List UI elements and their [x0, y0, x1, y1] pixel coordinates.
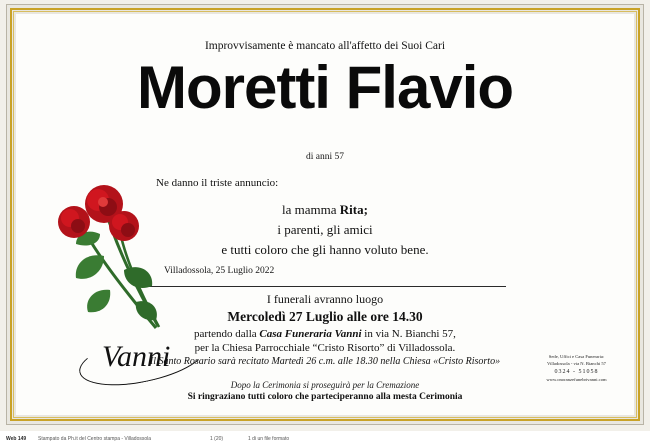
print-footer-bar	[0, 431, 650, 447]
vanni-logo	[64, 332, 214, 390]
agency-line-1: Sede, Uffici e Casa Funeraria:	[548, 354, 605, 359]
agency-website: www.onoranzefunebrivanni.com	[546, 376, 607, 382]
horizontal-divider	[146, 286, 506, 287]
cremation-note: Dopo la Cerimonia si proseguirà per la Cremazione	[230, 380, 420, 390]
age-text: di anni 57	[306, 152, 344, 162]
announcement-label: Ne danno il triste annuncio:	[156, 177, 279, 189]
deceased-name: Moretti Flavio	[136, 54, 514, 121]
funeral-line-2: Mercoledì 27 Luglio alle ore 14.30	[227, 309, 423, 324]
funeral-line-3-c: in via N. Bianchi 57,	[361, 328, 456, 340]
rose-blossom-left	[58, 206, 90, 238]
funeral-line-4: per la Chiesa Parrocchiale “Cristo Risorto” di Villadossola.	[194, 342, 456, 354]
roses-illustration	[46, 174, 186, 334]
family-line-1-name: Rita;	[339, 202, 368, 217]
thanks-note: Si ringraziano tutti coloro che parteciperanno alla mesta Cerimonia	[187, 392, 463, 402]
logo-text: Vanni	[102, 340, 171, 373]
funeral-home-name: Casa Funeraria Vanni	[259, 328, 362, 340]
agency-line-2: Villadossola - via N. Bianchi 57	[547, 360, 606, 366]
print-footer-col1: 1 (20)	[210, 436, 224, 442]
agency-phone: 0324 - 51058	[554, 368, 599, 375]
family-line-2: i parenti, gli amici	[277, 222, 373, 238]
print-footer-left: Web 149	[6, 436, 27, 442]
family-line-3: e tutti coloro che gli hanno voluto bene.	[221, 242, 429, 258]
notice-sheet	[16, 14, 634, 415]
funeral-line-1: I funerali avranno luogo	[266, 292, 384, 306]
agency-address-block	[529, 354, 624, 384]
funeral-line-5: Il Santo Rosario sarà recitato Martedì 26 c.m. alle 18.30 nella Chiesa «Cristo Risorto»	[149, 356, 501, 367]
place-and-date: Villadossola, 25 Luglio 2022	[164, 266, 275, 276]
rose-blossom-right	[109, 211, 139, 241]
print-footer-col2: 1 di un file formato	[248, 436, 290, 442]
print-footer-middle: Stampato da Ph.it del Centro stampa - Villadossola	[38, 436, 152, 442]
funeral-line-3-a: partendo dalla	[194, 328, 260, 340]
intro-text: Improvvisamente è mancato all'affetto dei Suoi Cari	[204, 40, 446, 52]
family-line-1-prefix: la mamma	[282, 202, 340, 217]
